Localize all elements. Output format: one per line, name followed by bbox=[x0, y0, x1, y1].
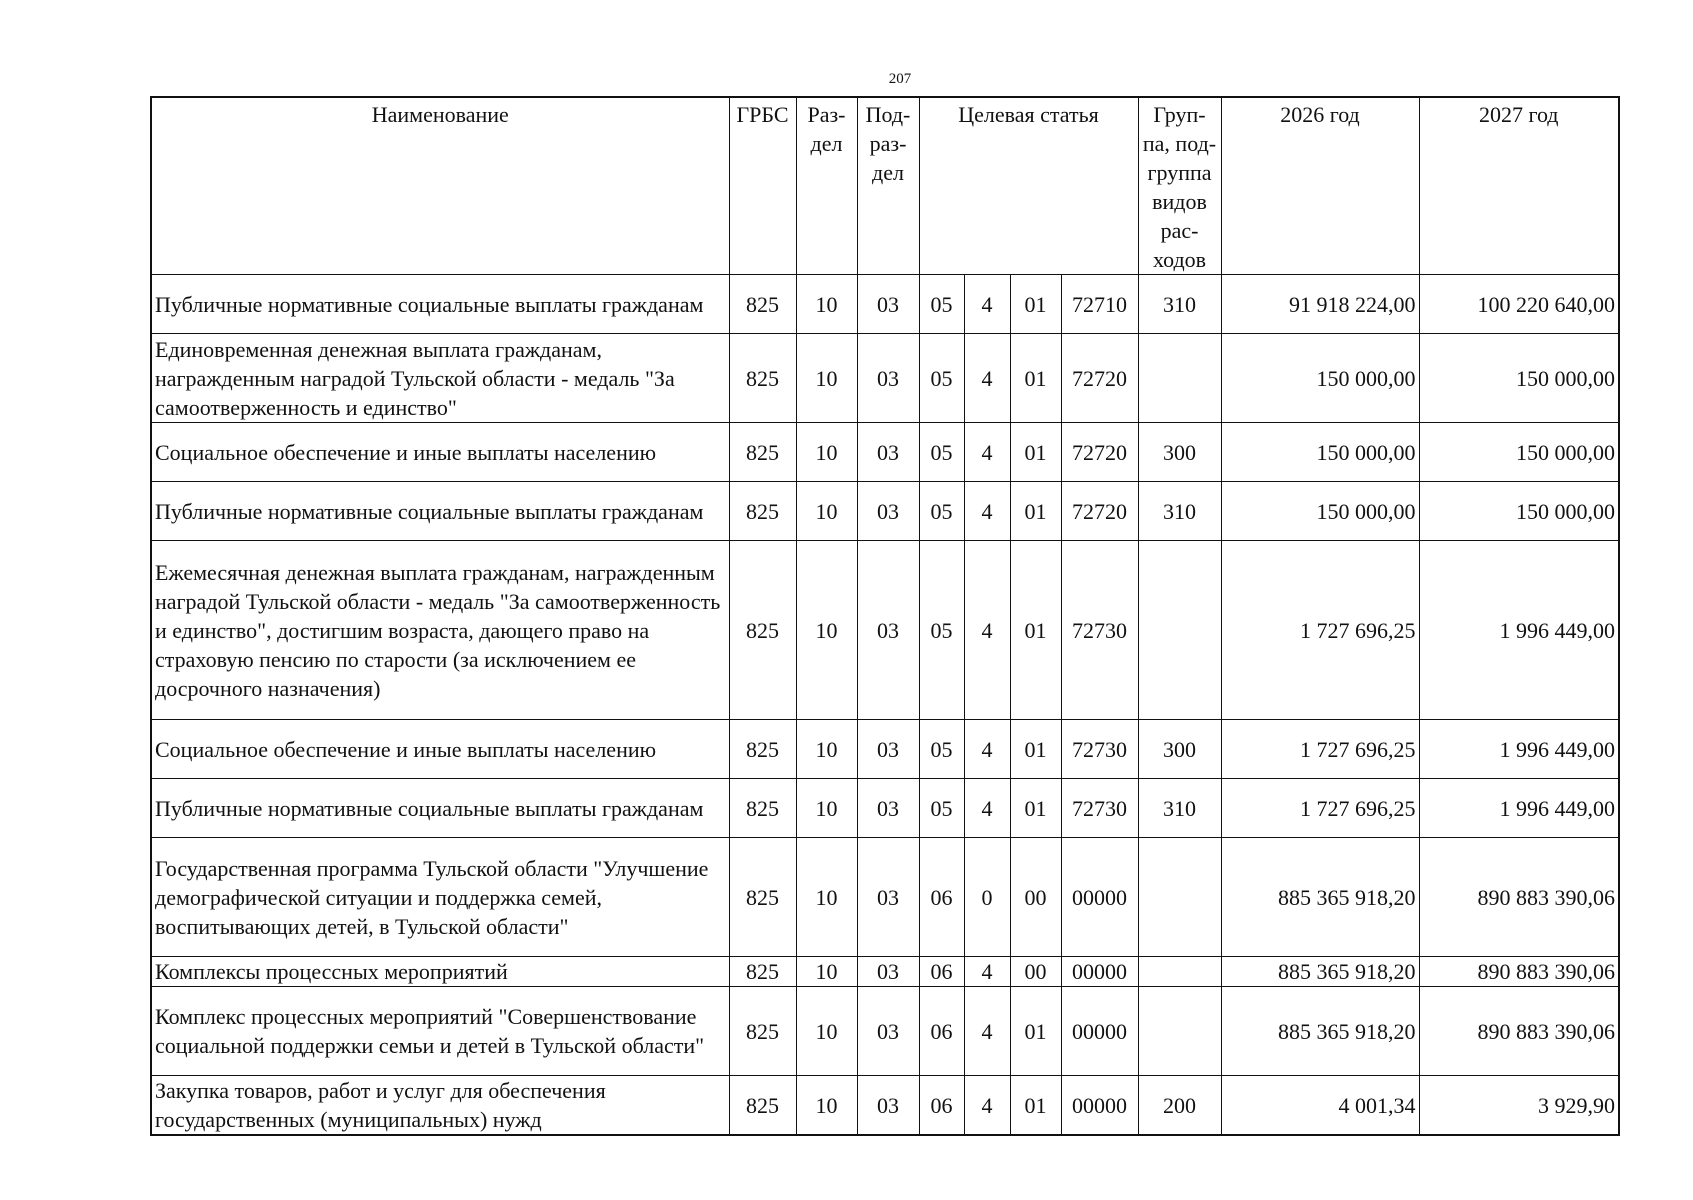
podrazdel-cell: 03 bbox=[857, 1076, 919, 1136]
grbs-cell: 825 bbox=[729, 334, 796, 423]
podrazdel-cell: 03 bbox=[857, 275, 919, 334]
amount-2027-cell: 1 996 449,00 bbox=[1419, 779, 1619, 838]
grbs-cell: 825 bbox=[729, 720, 796, 779]
table-row bbox=[151, 541, 1619, 720]
name-cell: Социальное обеспечение и иные выплаты населению bbox=[151, 423, 729, 482]
table-row bbox=[151, 482, 1619, 541]
target-program-cell: 05 bbox=[919, 334, 964, 423]
podrazdel-cell: 03 bbox=[857, 423, 919, 482]
header-razdel: Раз- дел bbox=[796, 97, 857, 275]
target-direction-cell: 00000 bbox=[1061, 1076, 1138, 1136]
header-row bbox=[151, 97, 1619, 275]
grbs-cell: 825 bbox=[729, 541, 796, 720]
podrazdel-cell: 03 bbox=[857, 779, 919, 838]
vid-rashodov-cell: 300 bbox=[1138, 720, 1221, 779]
target-type-cell: 4 bbox=[964, 423, 1010, 482]
table-row bbox=[151, 838, 1619, 957]
header-vid-rashodov: Груп- па, под- группа видов рас- ходов bbox=[1138, 97, 1221, 275]
header-name: Наименование bbox=[151, 97, 729, 275]
target-type-cell: 4 bbox=[964, 987, 1010, 1076]
target-direction-cell: 72710 bbox=[1061, 275, 1138, 334]
target-subprogram-cell: 01 bbox=[1010, 482, 1061, 541]
name-cell: Публичные нормативные социальные выплаты гражданам bbox=[151, 275, 729, 334]
table-row bbox=[151, 779, 1619, 838]
name-cell: Публичные нормативные социальные выплаты гражданам bbox=[151, 779, 729, 838]
header-2027: 2027 год bbox=[1419, 97, 1619, 275]
target-program-cell: 06 bbox=[919, 987, 964, 1076]
target-direction-cell: 72730 bbox=[1061, 779, 1138, 838]
podrazdel-cell: 03 bbox=[857, 334, 919, 423]
amount-2026-cell: 885 365 918,20 bbox=[1221, 987, 1419, 1076]
podrazdel-cell: 03 bbox=[857, 957, 919, 987]
razdel-cell: 10 bbox=[796, 334, 857, 423]
target-type-cell: 4 bbox=[964, 334, 1010, 423]
vid-rashodov-cell: 310 bbox=[1138, 779, 1221, 838]
grbs-cell: 825 bbox=[729, 957, 796, 987]
name-cell: Комплексы процессных мероприятий bbox=[151, 957, 729, 987]
target-subprogram-cell: 00 bbox=[1010, 957, 1061, 987]
vid-rashodov-cell bbox=[1138, 334, 1221, 423]
target-type-cell: 4 bbox=[964, 1076, 1010, 1136]
vid-rashodov-cell bbox=[1138, 987, 1221, 1076]
table-row bbox=[151, 423, 1619, 482]
target-type-cell: 4 bbox=[964, 541, 1010, 720]
name-cell: Закупка товаров, работ и услуг для обеспечения государственных (муниципальных) нужд bbox=[151, 1076, 729, 1136]
razdel-cell: 10 bbox=[796, 838, 857, 957]
header-podrazdel: Под- раз- дел bbox=[857, 97, 919, 275]
target-direction-cell: 72720 bbox=[1061, 482, 1138, 541]
vid-rashodov-cell: 310 bbox=[1138, 275, 1221, 334]
target-subprogram-cell: 01 bbox=[1010, 541, 1061, 720]
razdel-cell: 10 bbox=[796, 1076, 857, 1136]
amount-2027-cell: 150 000,00 bbox=[1419, 482, 1619, 541]
target-program-cell: 06 bbox=[919, 957, 964, 987]
target-type-cell: 4 bbox=[964, 720, 1010, 779]
name-cell: Социальное обеспечение и иные выплаты населению bbox=[151, 720, 729, 779]
amount-2026-cell: 1 727 696,25 bbox=[1221, 720, 1419, 779]
target-type-cell: 0 bbox=[964, 838, 1010, 957]
target-type-cell: 4 bbox=[964, 275, 1010, 334]
target-subprogram-cell: 01 bbox=[1010, 987, 1061, 1076]
amount-2027-cell: 890 883 390,06 bbox=[1419, 957, 1619, 987]
table-body bbox=[151, 275, 1619, 1136]
target-program-cell: 06 bbox=[919, 838, 964, 957]
razdel-cell: 10 bbox=[796, 275, 857, 334]
podrazdel-cell: 03 bbox=[857, 987, 919, 1076]
table-row bbox=[151, 275, 1619, 334]
name-cell: Ежемесячная денежная выплата гражданам, награжденным наградой Тульской области - медаль "За самоотверженность и единство", достигшим возраста, дающего право на страховую пенсию по старости (за исключением ее досрочного назначения) bbox=[151, 541, 729, 720]
target-type-cell: 4 bbox=[964, 957, 1010, 987]
budget-table bbox=[150, 96, 1620, 1136]
target-direction-cell: 00000 bbox=[1061, 987, 1138, 1076]
target-direction-cell: 72730 bbox=[1061, 720, 1138, 779]
grbs-cell: 825 bbox=[729, 275, 796, 334]
vid-rashodov-cell bbox=[1138, 541, 1221, 720]
table-row bbox=[151, 334, 1619, 423]
name-cell: Публичные нормативные социальные выплаты гражданам bbox=[151, 482, 729, 541]
grbs-cell: 825 bbox=[729, 779, 796, 838]
target-direction-cell: 72720 bbox=[1061, 334, 1138, 423]
amount-2026-cell: 885 365 918,20 bbox=[1221, 957, 1419, 987]
grbs-cell: 825 bbox=[729, 1076, 796, 1136]
name-cell: Комплекс процессных мероприятий "Совершенствование социальной поддержки семьи и детей в Тульской области" bbox=[151, 987, 729, 1076]
target-subprogram-cell: 01 bbox=[1010, 1076, 1061, 1136]
amount-2027-cell: 150 000,00 bbox=[1419, 423, 1619, 482]
amount-2026-cell: 150 000,00 bbox=[1221, 423, 1419, 482]
target-direction-cell: 72720 bbox=[1061, 423, 1138, 482]
grbs-cell: 825 bbox=[729, 423, 796, 482]
grbs-cell: 825 bbox=[729, 482, 796, 541]
razdel-cell: 10 bbox=[796, 720, 857, 779]
razdel-cell: 10 bbox=[796, 482, 857, 541]
name-cell: Государственная программа Тульской области "Улучшение демографической ситуации и поддержка семей, воспитывающих детей, в Тульской области" bbox=[151, 838, 729, 957]
razdel-cell: 10 bbox=[796, 987, 857, 1076]
target-subprogram-cell: 00 bbox=[1010, 838, 1061, 957]
amount-2026-cell: 1 727 696,25 bbox=[1221, 779, 1419, 838]
table-row bbox=[151, 1076, 1619, 1136]
amount-2026-cell: 150 000,00 bbox=[1221, 334, 1419, 423]
amount-2027-cell: 890 883 390,06 bbox=[1419, 838, 1619, 957]
target-subprogram-cell: 01 bbox=[1010, 334, 1061, 423]
grbs-cell: 825 bbox=[729, 838, 796, 957]
page-number: 207 bbox=[888, 71, 912, 87]
razdel-cell: 10 bbox=[796, 541, 857, 720]
podrazdel-cell: 03 bbox=[857, 720, 919, 779]
target-program-cell: 05 bbox=[919, 275, 964, 334]
amount-2027-cell: 1 996 449,00 bbox=[1419, 541, 1619, 720]
vid-rashodov-cell bbox=[1138, 957, 1221, 987]
target-subprogram-cell: 01 bbox=[1010, 423, 1061, 482]
amount-2026-cell: 4 001,34 bbox=[1221, 1076, 1419, 1136]
table-row bbox=[151, 720, 1619, 779]
header-target-article: Целевая статья bbox=[919, 97, 1138, 275]
target-type-cell: 4 bbox=[964, 482, 1010, 541]
header-grbs: ГРБС bbox=[729, 97, 796, 275]
target-type-cell: 4 bbox=[964, 779, 1010, 838]
table-row bbox=[151, 957, 1619, 987]
amount-2027-cell: 1 996 449,00 bbox=[1419, 720, 1619, 779]
amount-2027-cell: 150 000,00 bbox=[1419, 334, 1619, 423]
target-subprogram-cell: 01 bbox=[1010, 779, 1061, 838]
podrazdel-cell: 03 bbox=[857, 482, 919, 541]
amount-2026-cell: 885 365 918,20 bbox=[1221, 838, 1419, 957]
amount-2027-cell: 100 220 640,00 bbox=[1419, 275, 1619, 334]
amount-2026-cell: 150 000,00 bbox=[1221, 482, 1419, 541]
podrazdel-cell: 03 bbox=[857, 838, 919, 957]
vid-rashodov-cell: 300 bbox=[1138, 423, 1221, 482]
target-subprogram-cell: 01 bbox=[1010, 275, 1061, 334]
amount-2027-cell: 890 883 390,06 bbox=[1419, 987, 1619, 1076]
vid-rashodov-cell: 200 bbox=[1138, 1076, 1221, 1136]
table-row bbox=[151, 987, 1619, 1076]
target-direction-cell: 00000 bbox=[1061, 957, 1138, 987]
razdel-cell: 10 bbox=[796, 957, 857, 987]
target-program-cell: 05 bbox=[919, 720, 964, 779]
amount-2026-cell: 1 727 696,25 bbox=[1221, 541, 1419, 720]
vid-rashodov-cell bbox=[1138, 838, 1221, 957]
razdel-cell: 10 bbox=[796, 779, 857, 838]
razdel-cell: 10 bbox=[796, 423, 857, 482]
target-program-cell: 05 bbox=[919, 541, 964, 720]
grbs-cell: 825 bbox=[729, 987, 796, 1076]
target-subprogram-cell: 01 bbox=[1010, 720, 1061, 779]
target-direction-cell: 72730 bbox=[1061, 541, 1138, 720]
header-2026: 2026 год bbox=[1221, 97, 1419, 275]
name-cell: Единовременная денежная выплата гражданам, награжденным наградой Тульской области - медаль "За самоотверженность и единство" bbox=[151, 334, 729, 423]
amount-2027-cell: 3 929,90 bbox=[1419, 1076, 1619, 1136]
target-program-cell: 05 bbox=[919, 779, 964, 838]
vid-rashodov-cell: 310 bbox=[1138, 482, 1221, 541]
target-program-cell: 05 bbox=[919, 482, 964, 541]
target-program-cell: 06 bbox=[919, 1076, 964, 1136]
target-direction-cell: 00000 bbox=[1061, 838, 1138, 957]
target-program-cell: 05 bbox=[919, 423, 964, 482]
podrazdel-cell: 03 bbox=[857, 541, 919, 720]
amount-2026-cell: 91 918 224,00 bbox=[1221, 275, 1419, 334]
